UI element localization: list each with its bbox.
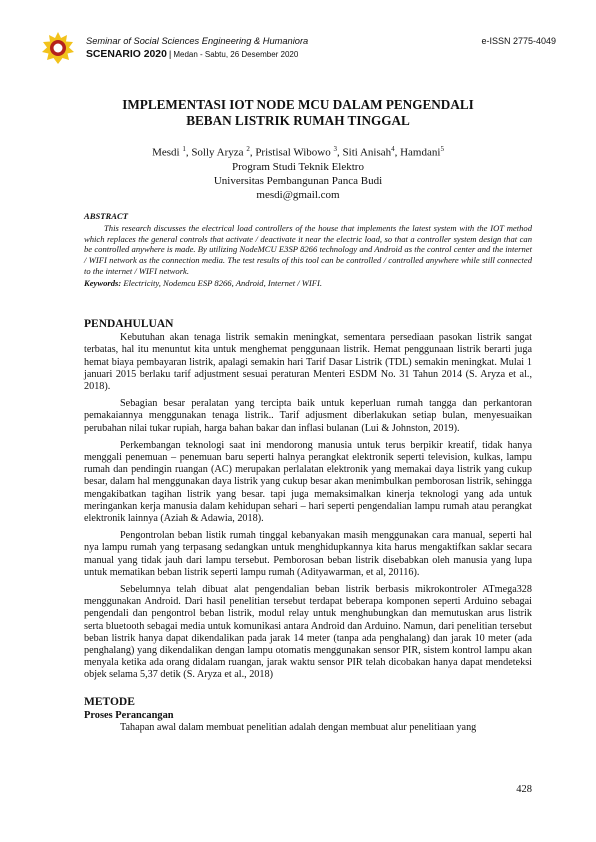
author-block xyxy=(60,142,536,202)
abstract-heading: ABSTRACT xyxy=(84,211,128,221)
page-header xyxy=(40,28,556,68)
author-affiliation-number: 4 xyxy=(391,145,395,153)
title-line: BEBAN LISTRIK RUMAH TINGGAL xyxy=(186,113,410,128)
author-name: Mesdi xyxy=(152,146,183,159)
author-name: Pristisal Wibowo xyxy=(255,146,334,159)
author-email: mesdi@gmail.com xyxy=(256,188,340,201)
author-university: Universitas Pembangunan Panca Budi xyxy=(213,174,383,187)
paragraph: Tahapan awal dalam membuat penelitian adalah dengan membuat alur penelitiaan yang xyxy=(120,722,477,734)
subsection-heading: Proses Perancangan xyxy=(84,709,174,721)
author-name: Solly Aryza xyxy=(191,146,247,159)
conference-event-line xyxy=(86,49,298,60)
seminar-logo-icon xyxy=(42,32,74,64)
author-name: Siti Anisah xyxy=(342,146,392,159)
abstract-section xyxy=(84,211,532,289)
issn-label: e-ISSN 2775-4049 xyxy=(481,36,556,46)
section-heading-metode: METODE xyxy=(84,695,135,708)
author-affiliation-number: 1 xyxy=(182,145,186,153)
author-affiliation-number: 5 xyxy=(440,145,444,153)
conference-name: Seminar of Social Sciences Engineering & Humaniora xyxy=(86,36,309,46)
author-affiliation-number: 3 xyxy=(333,145,338,153)
keywords-text: Electricity, Nodemcu ESP 8266, Android, Internet / WIFI. xyxy=(123,277,323,288)
event-name: SCENARIO 2020 xyxy=(86,49,167,60)
header-separator: | xyxy=(168,49,172,60)
keywords-line xyxy=(84,278,532,289)
section-heading-pendahuluan: PENDAHULUAN xyxy=(84,318,174,330)
paper-title xyxy=(60,97,536,129)
abstract-text: This research discusses the electrical load controllers of the house that implements the latest system with the IOT method which replaces the general controls that activate / deactivate it near the electric load, so that a controller system design that can be controlled anywhere is made. By utilizing NodeMCU E3SP 8266 technology and Android as the control center and the internet / WIFI network as the connection media. The test results of this tool can be controlled / controlled anywhere while still connected to the internet / WIFI network. xyxy=(84,222,532,276)
author-program: Program Studi Teknik Elektro xyxy=(232,160,364,173)
main-body xyxy=(84,318,532,739)
keywords-label: Keywords: xyxy=(84,277,122,288)
author-list: Mesdi $^1$, Solly Aryza $^2$, Pristisal Wibowo $^3$, Siti Anisah$^4$, Hamdani$^5$ xyxy=(152,145,444,159)
paragraph: Kebutuhan akan tenaga listrik semakin meningkat, sementara persediaan pasokan listrik sangat terbatas, hal itu menuntut kita untuk menghemat penggunaan listrik. Hemat penggunaan listrik berarti juga hemat biaya pembayaran listrik, apalagi semakin hari Tarif Dasar Listrik (TDL) semakin meningkat. Mulai 1 januari 2015 berlaku tarif adjustment sesuai peraturan Menteri ESDM No. 31 Tahun 2014 (S. Aryza et al., 2018). xyxy=(84,332,532,393)
paragraph: Sebagian besar peralatan yang tercipta baik untuk keperluan rumah tangga dan perkantoran pemakaiannya menggunakan tenaga listrik.. Tarif adjusment diberlakukan setiap bulan, menyesuaikan perubahan nilai tukar rupiah, harga bahan bakar dan inflasi bulanan (Lui & Johnston, 2019). xyxy=(84,398,532,434)
paragraph: Sebelumnya telah dibuat alat pengendalian beban listrik berbasis mikrokontroler ATmega328 menggunakan Android. Dari hasil penelitian tersebut terdapat beberapa komponen seperti Arduino sebagai pengendali dan pengontrol beban listrik, modul relay untuk menghubungkan dan memutuskan arus listrik serta bluetooth sebagai media untuk komunikasi antara Android dan Arduino. Namun, dari penelitian tersebut beban listrik hanya dapat dikendalikan pada jarak 14 meter (tanpa ada penghalang) dan jarak 10 meter (ada penghalang) yang dikendalikan dengan lampu otomatis menggunakan sensor PIR, sistem kontrol lampu akan menyala ketika ada orang didalam ruangan, jarak waktu sensor PIR telah dicobakan hanya dapat mendeteksi objek selama 5,37 detik (S. Aryza et al., 2018) xyxy=(84,584,532,681)
paragraph: Perkembangan teknologi saat ini mendorong manusia untuk terus berpikir kreatif, tidak hanya menggali penemuan – penemuan baru seperti halnya perangkat elektronik seperti television, kulkas, lampu rumah dan pendingin ruangan (AC) merupakan perlalatan elektronik yang memakai daya listrik yang cukup besar, dalam hal menggunakan daya listrik yang cukup besar akan menimbulkan pemborosan listrik, sehingga mengakibatkan tagihan listrik yang besar. tapi juga memaksimalkan kinerja teknologi yang ada untuk meringankan kerja manusia dalam kehidupan sehari – hari seperti pengendalian lampu rumah atau perangkat elektronik lainnya (Aziah & Adawia, 2018). xyxy=(84,439,533,525)
title-line: IMPLEMENTASI IOT NODE MCU DALAM PENGENDALI xyxy=(122,97,474,112)
author-affiliation-number: 2 xyxy=(246,145,250,153)
event-date: Medan - Sabtu, 26 Desember 2020 xyxy=(173,50,299,59)
author-name: Hamdani xyxy=(400,146,441,159)
paragraph: Pengontrolan beban listik rumah tinggal kebanyakan masih menggunakan cara manual, seperti hal nya lampu rumah yang terpasang sedangkan untuk menghidupkannya kita harus mengaktifkan saklar secara manual yang tidak jauh dari lampu tersebut. Pemborosan beban listrik disebabkan oleh manusia yang lupa untuk mematikan beban listrik seperti lampu rumah (Adityawarman, et al, 20116). xyxy=(84,530,532,578)
page-number: 428 xyxy=(516,784,532,795)
